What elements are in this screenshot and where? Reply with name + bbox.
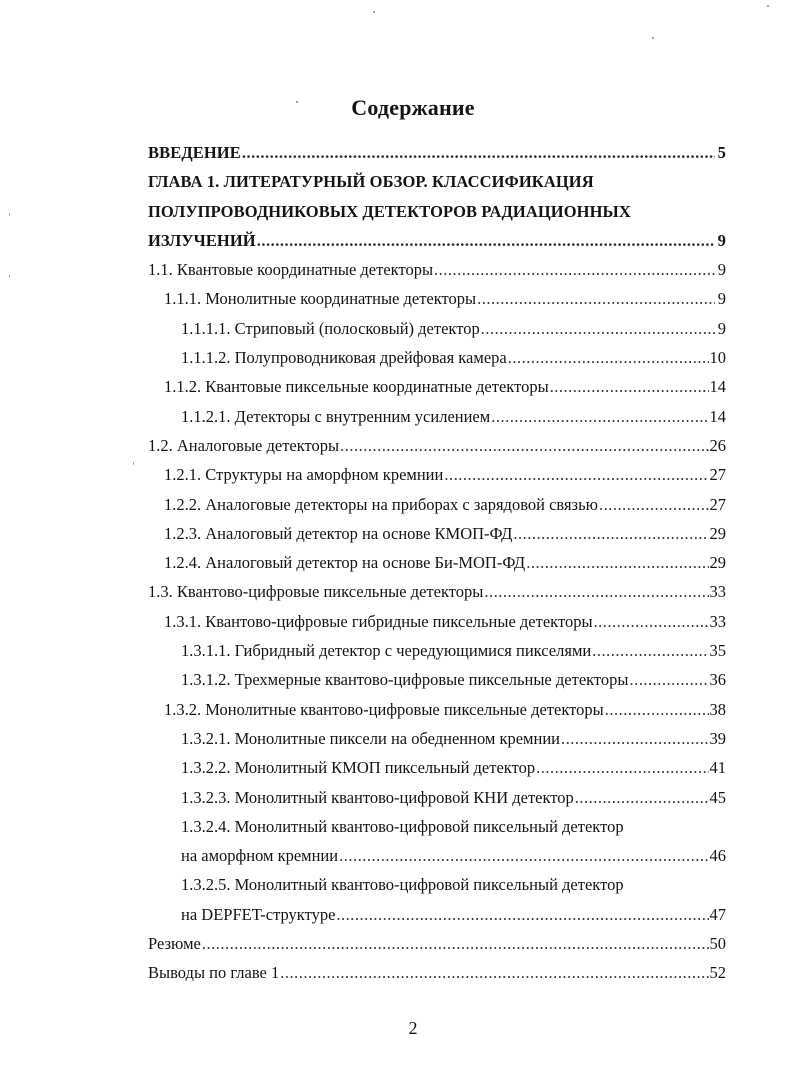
toc-entry-1-3-2-3[interactable] [148, 783, 726, 812]
toc-entry-label: 1.3.1.2. Трехмерные квантово-цифровые пиксельные детекторы [181, 670, 629, 690]
dot-leader [444, 460, 708, 489]
toc-entry-1-2-4[interactable] [148, 548, 726, 577]
toc-entry-page: 9 [717, 289, 726, 309]
toc-entry-label: 1.3. Квантово-цифровые пиксельные детекторы [148, 582, 484, 602]
toc-entry-page: 52 [709, 963, 726, 983]
dot-leader [561, 724, 709, 753]
toc-entry-page: 29 [709, 553, 726, 573]
dot-leader [630, 665, 709, 694]
toc-entry-1-1-1-1[interactable] [148, 314, 726, 343]
toc-entry-page: 27 [709, 494, 726, 514]
toc-entry-label: 1.1.1.2. Полупроводниковая дрейфовая камера [181, 348, 507, 368]
toc-entry-label: 1.2.1. Структуры на аморфном кремнии [164, 465, 444, 485]
table-of-contents [148, 138, 726, 988]
dot-leader [491, 402, 708, 431]
toc-entry-summary[interactable] [148, 929, 726, 958]
dot-leader [257, 226, 715, 255]
scan-speck [767, 5, 769, 7]
toc-entry-label: ВВЕДЕНИЕ [148, 143, 241, 162]
toc-entry-label: 1.3.2.2. Монолитный КМОП пиксельный детектор [181, 758, 536, 778]
toc-entry-label: 1.2.2. Аналоговые детекторы на приборах с зарядовой связью [164, 494, 598, 514]
toc-entry-1-3-2-4-line-2[interactable] [148, 841, 726, 870]
toc-entry-label: 1.1. Квантовые координатные детекторы [148, 260, 434, 280]
toc-entry-1-2-1[interactable] [148, 460, 726, 489]
toc-entry-page: 33 [709, 582, 726, 602]
scan-speck [9, 275, 10, 278]
toc-entry-page: 9 [717, 318, 726, 338]
toc-entry-chapter-1-line-1[interactable] [148, 167, 726, 196]
toc-entry-1-1-1[interactable] [148, 284, 726, 313]
toc-entry-1-3-2-1[interactable] [148, 724, 726, 753]
toc-entry-label: 1.1.1. Монолитные координатные детекторы [164, 289, 477, 309]
dot-leader [536, 753, 708, 782]
scan-speck [9, 213, 10, 216]
dot-leader [280, 958, 708, 987]
page-title: Содержание [351, 94, 475, 120]
toc-entry-label: на аморфном кремнии [181, 846, 339, 866]
dot-leader [508, 343, 709, 372]
dot-leader [202, 929, 709, 958]
dot-leader [484, 577, 708, 606]
toc-entry-introduction[interactable] [148, 138, 726, 167]
toc-entry-1-2-3[interactable] [148, 519, 726, 548]
dot-leader [336, 900, 708, 929]
toc-entry-label: 1.1.2. Квантовые пиксельные координатные детекторы [164, 377, 549, 397]
toc-entry-page: 33 [709, 611, 726, 631]
toc-entry-1-1-2[interactable] [148, 372, 726, 401]
toc-entry-1-2-2[interactable] [148, 490, 726, 519]
toc-entry-page: 9 [717, 230, 726, 250]
toc-entry-label: 1.3.2. Монолитные квантово-цифровые пиксельные детекторы [164, 699, 604, 719]
toc-entry-1-3-2[interactable] [148, 695, 726, 724]
toc-entry-label: 1.2.4. Аналоговый детектор на основе Би-МОП-ФД [164, 553, 526, 573]
toc-entry-1-3-2-4-line-1[interactable] [148, 812, 726, 841]
toc-entry-label: 1.3.2.4. Монолитный квантово-цифровой пиксельный детектор [181, 816, 624, 836]
toc-entry-page: 14 [709, 406, 726, 426]
toc-entry-1-2[interactable] [148, 431, 726, 460]
dot-leader [594, 607, 709, 636]
toc-entry-1-3-1-2[interactable] [148, 665, 726, 694]
dot-leader [592, 636, 708, 665]
dot-leader [340, 431, 708, 460]
toc-entry-chapter-1-line-3[interactable] [148, 226, 726, 255]
toc-entry-page: 14 [709, 377, 726, 397]
dot-leader [434, 255, 715, 284]
toc-entry-label: Выводы по главе 1 [148, 963, 280, 983]
toc-entry-label: ИЗЛУЧЕНИЙ [148, 230, 256, 250]
toc-entry-1-3-2-2[interactable] [148, 753, 726, 782]
toc-entry-label: на DEPFET-структуре [181, 904, 336, 924]
toc-entry-1-3-2-5-line-1[interactable] [148, 870, 726, 899]
toc-entry-1-3-2-5-line-2[interactable] [148, 900, 726, 929]
toc-entry-chapter-1-line-2[interactable] [148, 197, 726, 226]
dot-leader [550, 372, 709, 401]
scan-speck [133, 462, 134, 465]
toc-entry-label: 1.2. Аналоговые детекторы [148, 435, 340, 455]
dot-leader [513, 519, 708, 548]
toc-entry-page: 45 [709, 787, 726, 807]
dot-leader [481, 314, 715, 343]
toc-entry-label: 1.3.2.1. Монолитные пиксели на обедненном кремнии [181, 728, 560, 748]
toc-entry-label: 1.2.3. Аналоговый детектор на основе КМОП-ФД [164, 523, 513, 543]
toc-entry-page: 36 [709, 670, 726, 690]
toc-entry-1-3-1[interactable] [148, 607, 726, 636]
toc-entry-label: 1.3.2.5. Монолитный квантово-цифровой пиксельный детектор [181, 875, 624, 895]
dot-leader [339, 841, 708, 870]
toc-entry-label: ГЛАВА 1. ЛИТЕРАТУРНЫЙ ОБЗОР. КЛАССИФИКАЦИЯ [148, 172, 594, 192]
toc-entry-label: 1.1.1.1. Стриповый (полосковый) детектор [181, 318, 480, 338]
dot-leader [242, 138, 715, 167]
dot-leader [477, 284, 715, 313]
toc-entry-page: 46 [709, 846, 726, 866]
toc-entry-label: Резюме [148, 934, 201, 954]
toc-entry-page: 50 [709, 934, 726, 954]
scan-speck [373, 11, 375, 13]
toc-entry-page: 26 [709, 435, 726, 455]
dot-leader [605, 695, 709, 724]
scan-speck [652, 37, 654, 39]
toc-entry-page: 35 [709, 641, 726, 661]
toc-entry-page: 29 [709, 523, 726, 543]
toc-entry-page: 9 [717, 260, 726, 280]
page-number: 2 [408, 1018, 418, 1038]
toc-entry-label: 1.3.1. Квантово-цифровые гибридные пиксельные детекторы [164, 611, 593, 631]
toc-entry-chapter-1-conclusions[interactable] [148, 958, 726, 987]
toc-entry-page: 27 [709, 465, 726, 485]
toc-entry-1-3[interactable] [148, 577, 726, 606]
toc-entry-page: 47 [709, 904, 726, 924]
toc-entry-1-1[interactable] [148, 255, 726, 284]
toc-entry-1-1-2-1[interactable] [148, 402, 726, 431]
toc-entry-page: 10 [709, 348, 726, 368]
toc-entry-page: 38 [709, 699, 726, 719]
dot-leader [599, 490, 709, 519]
toc-entry-1-3-1-1[interactable] [148, 636, 726, 665]
toc-entry-page: 39 [709, 728, 726, 748]
toc-entry-page: 41 [709, 758, 726, 778]
toc-entry-label: ПОЛУПРОВОДНИКОВЫХ ДЕТЕКТОРОВ РАДИАЦИОННЫХ [148, 201, 631, 221]
toc-entry-label: 1.1.2.1. Детекторы с внутренним усилением [181, 406, 491, 426]
dot-leader [575, 783, 709, 812]
toc-entry-label: 1.3.2.3. Монолитный квантово-цифровой КНИ детектор [181, 787, 574, 807]
toc-entry-1-1-1-2[interactable] [148, 343, 726, 372]
dot-leader [526, 548, 708, 577]
toc-entry-label: 1.3.1.1. Гибридный детектор с чередующимися пикселями [181, 641, 592, 661]
toc-entry-page: 5 [717, 143, 726, 162]
